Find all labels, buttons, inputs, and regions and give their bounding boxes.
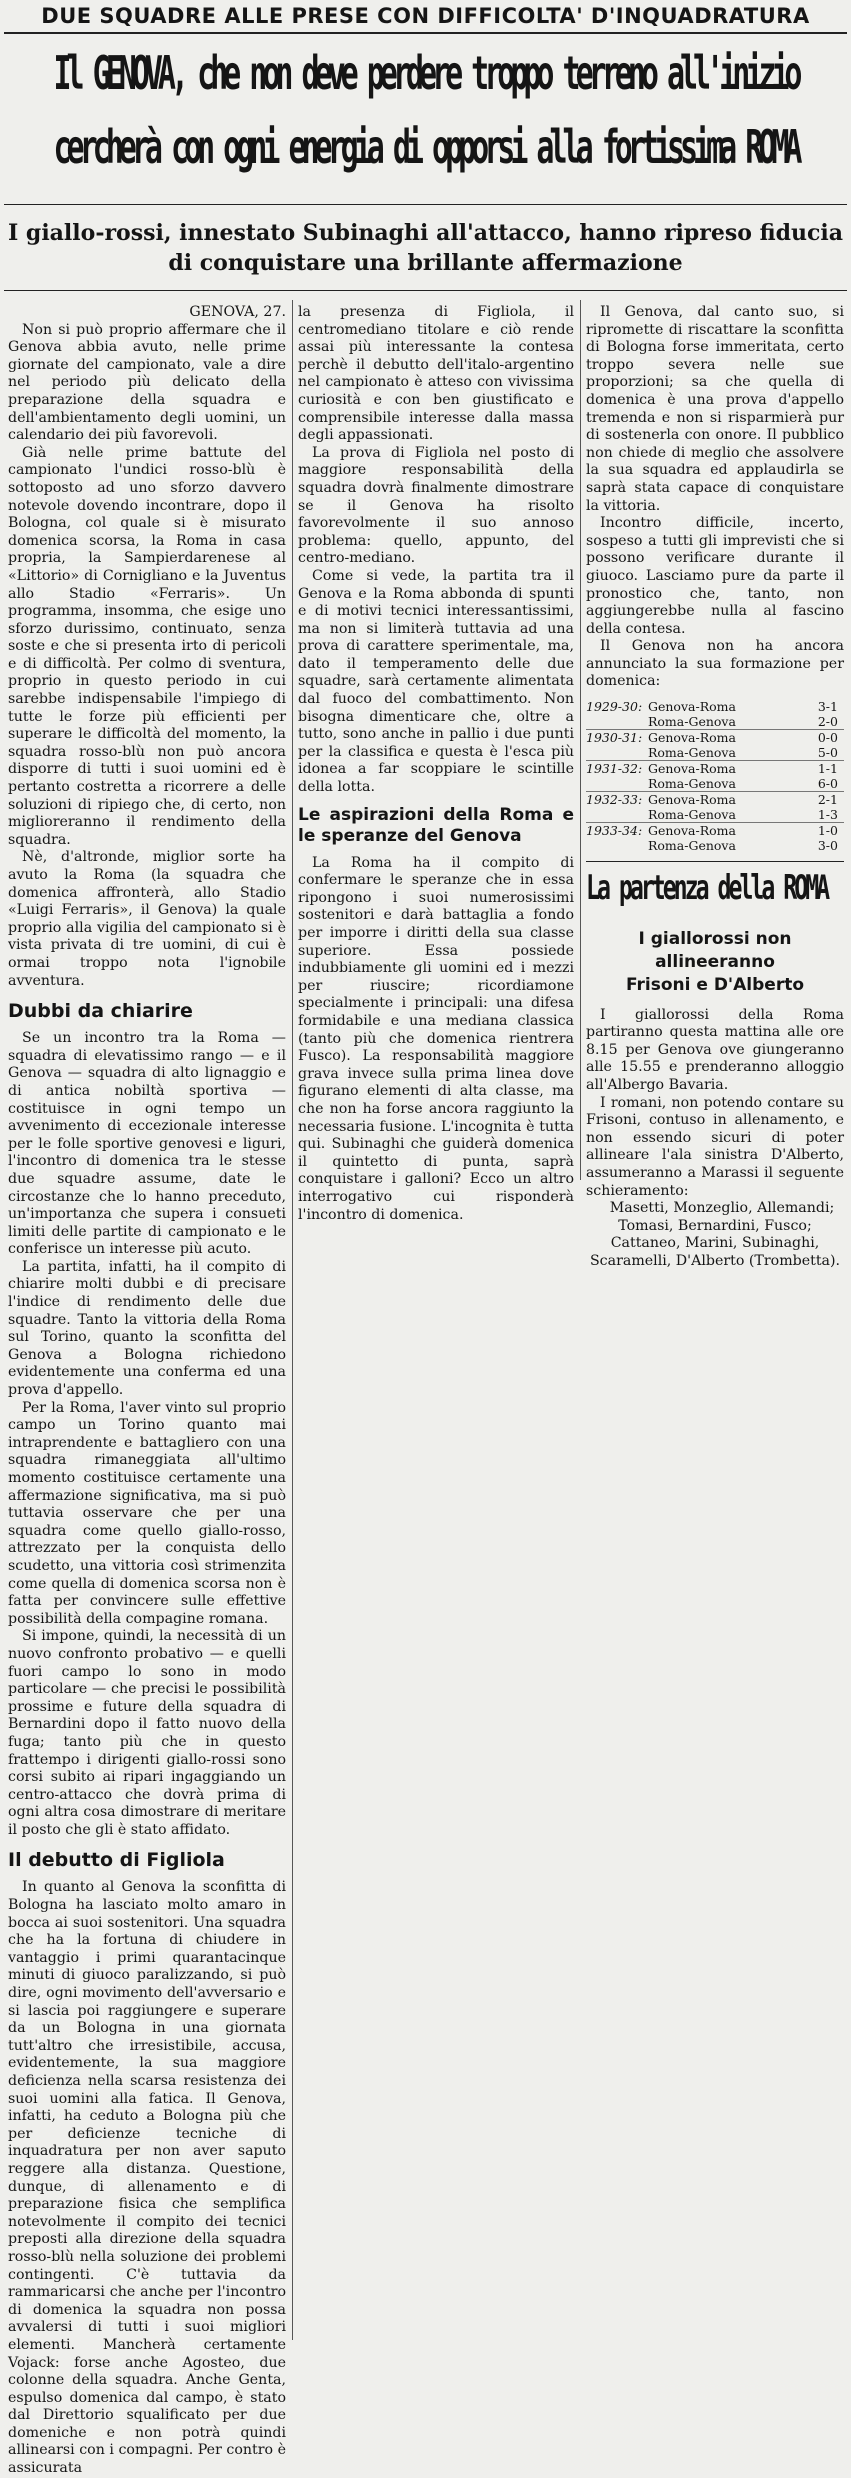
partenza-subhead <box>586 928 844 997</box>
results-row <box>586 699 844 714</box>
col1-paragraph: Si impone, quindi, la necessità di un nuovo confronto probativo — e quelli fuori campo lo sono in modo particolare — che precisi le possibilità prossime e future della squadra di Bernardini dopo il fatto nuovo della fuga; tanto più che in questo frattempo i dirigenti giallo-rossi sono corsi subito ai ripari ingaggiando un centro-attacco che dovrà prima di ogni altra cosa dimostrare di meritare il posto che gli è stato affidato. <box>8 1628 286 1838</box>
deck <box>0 218 851 278</box>
subhead-dubbi: Dubbi da chiarire <box>8 1000 193 1023</box>
rule-under-headline <box>4 204 847 205</box>
column-divider-1 <box>292 300 293 2340</box>
subhead-aspirazioni: Le aspirazioni della Roma e le speranze del Genova <box>298 804 574 846</box>
col2-paragraph: La prova di Figliola nel posto di maggiore responsabilità della squadra dovrà finalmente dimostrare se il Genova ha risolto favorevolmente il suo annoso problema: quello, appunto, del centro-mediano. <box>298 444 574 567</box>
column-1 <box>8 304 286 2478</box>
col2-paragraph: Come si vede, la partita tra il Genova e la Roma abbonda di spunti e di motivi tecnici interessantissimi, ma non si limiterà tuttavia ad una prova di carattere sperimentale, ma, dato il temperamento delle due squadre, sarà certamente alimentata dal fuoco del combattimento. Non bisogna dimenticare che, oltre a tutto, sono anche in pallio i due punti per la classifica e questa è l'esca più idonea a far scoppiare le scintille della lotta. <box>298 567 574 796</box>
subhead-debutto: Il debutto di Figliola <box>8 1849 225 1872</box>
results-match: Roma-Genova <box>648 745 736 761</box>
results-row <box>586 730 844 746</box>
partenza-title: La partenza della ROMA <box>586 868 828 908</box>
results-season: 1933-34: <box>586 823 648 839</box>
results-score: 1-1 <box>799 761 844 777</box>
dateline: GENOVA, 27. <box>189 304 286 320</box>
col3-paragraph: Il Genova, dal canto suo, si ripromette di riscattare la sconfitta di Bologna forse immeritata, certo troppo severa nelle sue proporzioni; sa che quella di domenica è una prova d'appello tremenda e non si risparmierà pur di sostenerla con onore. Il pubblico non chiede di meglio che assolvere la sua squadra ed applaudirla se saprà stata capace di conquistare la vittoria. <box>586 304 844 514</box>
results-match: Genova-Roma <box>648 792 799 808</box>
results-match: Roma-Genova <box>648 838 736 854</box>
col3-paragraph: Incontro difficile, incerto, sospeso a tutti gli imprevisti che si possono verificare durante il giuoco. Lasciamo pure da parte il pronostico che, tanto, non aggiungerebbe nulla al fascino della contesa. <box>586 515 844 637</box>
results-score: 1-3 <box>817 807 838 823</box>
results-season: 1932-33: <box>586 792 648 808</box>
column-3 <box>586 304 844 1271</box>
results-season: 1930-31: <box>586 730 648 746</box>
results-row <box>586 823 844 839</box>
results-score: 5-0 <box>817 745 838 761</box>
col1-paragraph: In quanto al Genova la sconfitta di Bologna ha lasciato molto amaro in bocca ai suoi sostenitori. Una squadra che ha la fortuna di chiudere in vantaggio i primi quarantacinque minuti di giuoco paralizzando, si può dire, ogni movimento dell'avversario e si lascia poi raggiungere e superare da un Bologna in una giornata tutt'altro che irresistibile, accusa, evidentemente, la sua maggiore deficienza nella scarsa resistenza dei suoi uomini alla fatica. Il Genova, infatti, ha ceduto a Bologna più che per deficienze tecniche di inquadratura per non aver saputo reggere alla distanza. Questione, dunque, di allenamento e di preparazione fisica che semplifica notevolmente il compito dei tecnici preposti alla direzione della squadra rosso-blù nella soluzione dei problemi contingenti. C'è tuttavia da rammaricarsi che anche per l'incontro di domenica la squadra non possa avvalersi di tutti i suoi migliori elementi. Mancherà certamente Vojack: forse anche Agosteo, due colonne della squadra. Anche Genta, espulso domenica dal campo, è stato dal Direttorio squalificato per due domeniche e non potrà quindi allinearsi con i compagni. Per contro è assicurata <box>8 1879 286 2477</box>
results-season <box>586 714 648 730</box>
partenza-subhead-line-2: Frisoni e D'Alberto <box>625 974 805 995</box>
results-score: 2-0 <box>817 714 838 730</box>
results-season: 1931-32: <box>586 761 648 777</box>
results-season: 1929-30: <box>586 699 643 715</box>
col3-paragraph: I giallorossi della Roma partiranno questa mattina alle ore 8.15 per Genova ove giungeranno alle 15.55 e prenderanno alloggio all'Albergo Bavaria. <box>586 1006 844 1094</box>
results-row <box>586 792 844 808</box>
results-row <box>586 745 844 761</box>
results-season <box>586 745 648 761</box>
results-match: Genova-Roma <box>648 761 799 777</box>
results-match: Roma-Genova <box>648 807 736 823</box>
results-season <box>586 776 648 792</box>
headline-line-2: cercherà con ogni energia di opporsi alla fortissima ROMA <box>53 121 798 176</box>
partenza-subhead-line-1: I giallorossi non allineeranno <box>638 928 792 972</box>
results-row <box>586 807 844 823</box>
col2-paragraph: La Roma ha il compito di confermare le speranze che in essa ripongono i suoi numerosissimi sostenitori e darà battaglia a fondo per imporre i diritti della sua classe superiore. Essa possiede indubbiamente gli uomini ed i mezzi per riuscire; ricordiamone specialmente i principali: una difesa formidabile e una mediana classica (tanto più che domenica rientrera Fusco). La responsabilità maggiore grava invece sulla prima linea dove figurano elementi di alta classe, ma che non ha forse ancora raggiunto la necessaria fusione. L'incognita è tutta qui. Subinaghi che guiderà domenica il quintetto di punta, saprà conquistare i galloni? Ecco un altro interrogativo cui risponderà l'incontro di domenica. <box>298 854 574 1223</box>
col1-paragraph: La partita, infatti, ha il compito di chiarire molti dubbi e di precisare l'indice di rendimento delle due squadre. Tanto la vittoria della Roma sul Torino, quanto la sconfitta del Genova a Bologna richiedono evidentemente una conferma ed una prova d'appello. <box>8 1258 286 1399</box>
col2-paragraph: la presenza di Figliola, il centromediano titolare e ciò rende assai più interessante la contesa perchè il debutto dell'italo-argentino nel campionato è atteso con vivissima curiosità e con ben giustificato e comprensibile interesse dalla massa degli appassionati. <box>298 304 574 444</box>
deck-line-1: I giallo-rossi, innestato Subinaghi all'attacco, hanno ripreso fiducia <box>7 220 843 246</box>
results-row <box>586 776 844 792</box>
results-table <box>586 699 844 853</box>
results-row <box>586 714 844 730</box>
results-row <box>586 761 844 777</box>
results-score: 6-0 <box>817 776 838 792</box>
col1-paragraph: Già nelle prime battute del campionato l'undici rosso-blù è sottoposto ad uno sforzo davvero notevole dovendo incontrare, dopo il Bologna, col quale si è misurato domenica scorsa, la Roma in casa propria, la Sampierdarenese al «Littorio» di Cornigliano e la Juventus allo Stadio «Ferraris». Un programma, insomma, che esige uno sforzo durissimo, continuato, senza soste e che si presenta irto di pericoli e di difficoltà. Per colmo di sventura, proprio in questo periodo in cui sarebbe indispensabile l'impiego di tutte le forze più efficienti per superare le difficoltà del momento, la squadra rosso-blù non può ancora disporre di tutti i suoi uomini ed è pertanto costretta a ricorrere a delle soluzioni di ripiego che, di certo, non miglioreranno il rendimento della squadra. <box>8 444 286 848</box>
results-season <box>586 838 648 853</box>
rule-before-partenza <box>586 861 844 862</box>
results-match: Genova-Roma <box>648 823 799 839</box>
col3-paragraph: I romani, non potendo contare su Frisoni, contuso in allenamento, e non essendo sicuri di poter allineare l'ala sinistra D'Alberto, assumeranno a Marassi il seguente schieramento: <box>586 1094 844 1199</box>
col1-paragraph: Per la Roma, l'aver vinto sul proprio campo un Torino quanto mai intraprendente e battagliero con una squadra rimaneggiata all'ultimo momento costituisce certamente una affermazione significativa, ma si può tuttavia osservare che per una squadra come quello giallo-rosso, attrezzato per la conquista dello scudetto, una vittoria così strimenzita come quella di domenica scorsa non è fatta per convincere sulle effettive possibilità della compagine romana. <box>8 1399 286 1627</box>
results-score: 0-0 <box>799 730 844 746</box>
results-score: 2-1 <box>799 792 844 808</box>
results-score: 3-1 <box>817 699 838 715</box>
results-match: Roma-Genova <box>648 714 736 730</box>
column-divider-2 <box>580 300 581 1180</box>
rule-top <box>4 32 847 34</box>
col1-paragraph: Se un incontro tra la Roma — squadra di elevatissimo rango — e il Genova — squadra di alto lignaggio e di antica nobiltà sportiva — costituisce in ogni tempo un avvenimento di eccezionale interesse per le folle sportive genovesi e liguri, l'incontro di domenica tra le stesse due squadre assume, date le circostanze che lo hanno preceduto, un'importanza che supera i consueti limiti delle partite di campionato e le conferisce un interesse più acuto. <box>8 1030 286 1258</box>
column-2 <box>298 304 574 1224</box>
col3-paragraph: Il Genova non ha ancora annunciato la sua formazione per domenica: <box>586 638 844 690</box>
rule-under-deck <box>4 290 847 291</box>
results-season <box>586 807 648 823</box>
results-match: Genova-Roma <box>648 730 799 746</box>
headline-line-1: Il GENOVA, che non deve perdere troppo terreno all'inizio <box>53 47 798 102</box>
results-match: Roma-Genova <box>648 776 736 792</box>
deck-line-2: di conquistare una brillante affermazione <box>168 250 683 276</box>
results-row <box>586 838 844 853</box>
results-score: 3-0 <box>817 838 838 854</box>
col1-paragraph: Non si può proprio affermare che il Genova abbia avuto, nelle prime giornate del campionato, vale a dire nel periodo più delicato della preparazione della squadra e dell'ambientamento degli uomini, un calendario dei più favorevoli. <box>8 321 286 444</box>
results-score: 1-0 <box>799 823 844 839</box>
kicker: DUE SQUADRE ALLE PRESE CON DIFFICOLTA' D'INQUADRATURA <box>41 4 810 28</box>
roma-lineup: Masetti, Monzeglio, Allemandi; Tomasi, Bernardini, Fusco; Cattaneo, Marini, Subinaghi, Scaramelli, D'Alberto (Trombetta). <box>589 1200 841 1269</box>
results-match: Genova-Roma <box>648 699 736 715</box>
col1-paragraph: Nè, d'altronde, miglior sorte ha avuto la Roma (la squadra che domenica affronterà, allo Stadio «Luigi Ferraris», il Genova) la quale proprio alla vigilia del campionato si è vista privata di tre uomini, di cui è ormai troppo nota l'ignobile avventura. <box>8 849 286 989</box>
